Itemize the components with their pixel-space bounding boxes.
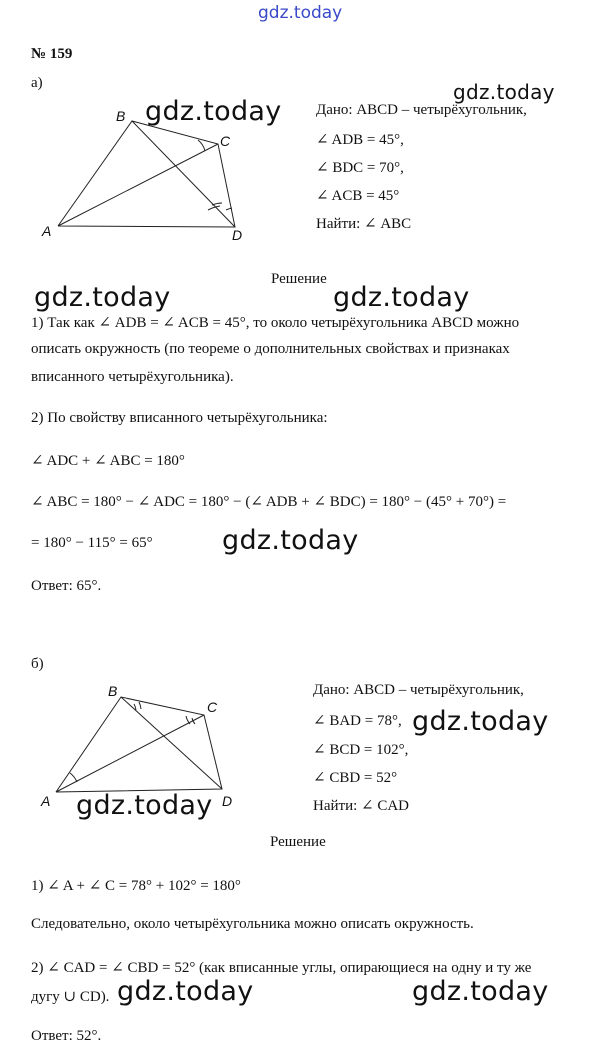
solution-text: дугу ∪ CD). — [31, 989, 110, 1005]
equation: ∠ ABC = 180° − ∠ ADC = 180° − (∠ ADB + ∠ BDC) = 180° − (45° + 70°) = — [31, 494, 507, 510]
solution-title: Решение — [270, 834, 326, 850]
given-line: ∠ BAD = 78°, — [313, 713, 402, 729]
watermark: gdz.today — [34, 282, 171, 313]
point-c-label: C — [220, 133, 231, 149]
given-line: ∠ BCD = 102°, — [313, 742, 409, 758]
watermark: gdz.today — [412, 706, 549, 737]
solution-text: 1) Так как ∠ ADB = ∠ ACB = 45°, то около четырёхугольника ABCD можно — [31, 315, 520, 331]
point-a-label: A — [41, 793, 51, 809]
equation: 1) ∠ A + ∠ C = 78° + 102° = 180° — [31, 878, 241, 894]
given-line: ∠ BDC = 70°, — [316, 160, 404, 176]
problem-number: № 159 — [31, 46, 73, 62]
watermark: gdz.today — [117, 976, 254, 1007]
find-line: Найти: ∠ CAD — [313, 798, 410, 814]
given-line: Дано: ABCD – четырёхугольник, — [313, 682, 524, 698]
given-line: ∠ ACB = 45° — [316, 188, 400, 204]
point-b-label: B — [108, 683, 118, 699]
solution-text: 2) ∠ CAD = ∠ CBD = 52° (как вписанные углы, опирающиеся на одну и ту же — [31, 960, 532, 976]
answer: Ответ: 65°. — [31, 578, 102, 594]
part-b-label: б) — [31, 656, 44, 672]
solution-text: вписанного четырёхугольника). — [31, 369, 234, 385]
solution-text: описать окружность (по теореме о дополнительных свойствах и признаках — [31, 341, 510, 357]
find-line: Найти: ∠ ABC — [316, 216, 412, 232]
watermark: gdz.today — [145, 96, 282, 127]
watermark: gdz.today — [453, 80, 555, 104]
watermark: gdz.today — [333, 282, 470, 313]
given-line: ∠ CBD = 52° — [313, 770, 398, 786]
solution-title: Решение — [271, 271, 327, 287]
watermark-top: gdz.today — [258, 3, 343, 23]
diagonal-ac-b — [56, 715, 204, 792]
given-line: ∠ ADB = 45°, — [316, 132, 404, 148]
point-d-label: D — [222, 793, 233, 809]
angle-arc-adb-1 — [212, 203, 222, 205]
point-a-label: A — [42, 223, 52, 239]
part-a-figure — [0, 0, 600, 250]
angle-arc-acb — [198, 140, 205, 151]
watermark: gdz.today — [412, 976, 549, 1007]
angle-arc-bad — [70, 773, 77, 782]
quad-b-outline — [56, 697, 222, 792]
solution-text: Следовательно, около четырёхугольника можно описать окружность. — [31, 916, 474, 932]
part-a-label: а) — [31, 75, 43, 91]
given-line: Дано: ABCD – четырёхугольник, — [316, 102, 527, 118]
equation: = 180° − 115° = 65° — [31, 535, 153, 551]
answer: Ответ: 52°. — [31, 1028, 102, 1044]
watermark: gdz.today — [222, 525, 359, 556]
point-b-label: B — [116, 108, 126, 124]
angle-arc-cbd-2 — [139, 702, 141, 709]
equation: ∠ ADC + ∠ ABC = 180° — [31, 453, 185, 469]
quad-a-outline — [58, 121, 235, 227]
point-d-label: D — [232, 227, 243, 243]
watermark: gdz.today — [76, 790, 213, 821]
solution-text: 2) По свойству вписанного четырёхугольника: — [31, 410, 328, 426]
point-c-label: C — [207, 699, 218, 715]
